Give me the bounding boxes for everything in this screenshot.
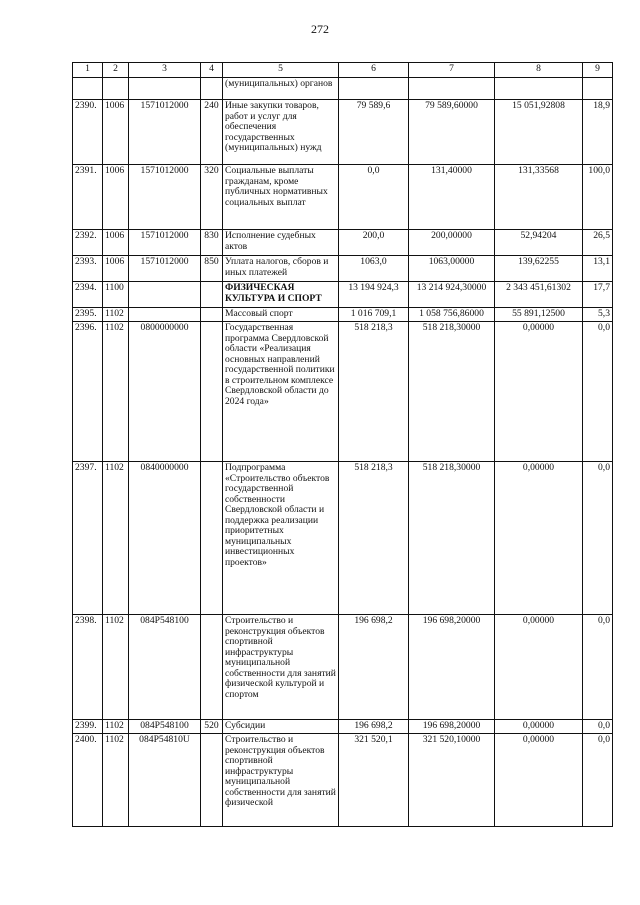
target-code: 084P548100 [129,615,201,720]
amount-approved: 200,00000 [409,230,495,256]
amount-plan: 1 016 709,1 [339,308,409,322]
item-name: Строительство и реконструкция объектов спортивной инфраструктуры муниципальной собственности для занятий физической [223,734,339,827]
target-code [129,308,201,322]
table-row [73,256,613,282]
section-code: 1102 [103,734,129,827]
table-row [73,308,613,322]
amount-executed [495,78,583,100]
section-code: 1102 [103,720,129,734]
expense-type: 850 [201,256,223,282]
table-row [73,615,613,720]
amount-plan: 1063,0 [339,256,409,282]
page-number: 272 [311,22,329,36]
amount-plan: 200,0 [339,230,409,256]
amount-plan: 196 698,2 [339,615,409,720]
amount-executed: 2 343 451,61302 [495,282,583,308]
target-code: 0840000000 [129,462,201,615]
column-header-8: 8 [495,63,583,78]
percent-executed: 17,7 [583,282,613,308]
amount-executed: 15 051,92808 [495,100,583,165]
section-code: 1006 [103,100,129,165]
section-code: 1102 [103,462,129,615]
amount-executed: 139,62255 [495,256,583,282]
percent-executed: 13,1 [583,256,613,282]
expense-type: 520 [201,720,223,734]
percent-executed: 0,0 [583,462,613,615]
row-number: 2393. [73,256,103,282]
expense-type [201,734,223,827]
expense-type [201,615,223,720]
section-code: 1006 [103,165,129,230]
percent-executed: 0,0 [583,720,613,734]
amount-approved: 321 520,10000 [409,734,495,827]
item-name: Подпрограмма «Строительство объектов государственной собственности Свердловской области и поддержка реализации приоритетных муниципальных инвестиционных проектов» [223,462,339,615]
amount-plan [339,78,409,100]
item-name: Уплата налогов, сборов и иных платежей [223,256,339,282]
column-header-6: 6 [339,63,409,78]
budget-table [72,62,613,827]
amount-executed: 0,00000 [495,720,583,734]
amount-approved: 196 698,20000 [409,615,495,720]
amount-approved: 79 589,60000 [409,100,495,165]
amount-executed: 0,00000 [495,322,583,462]
amount-approved: 1 058 756,86000 [409,308,495,322]
target-code: 1571012000 [129,230,201,256]
table-row [73,322,613,462]
amount-executed: 52,94204 [495,230,583,256]
percent-executed: 0,0 [583,734,613,827]
table-row [73,734,613,827]
expense-type [201,282,223,308]
row-number: 2390. [73,100,103,165]
amount-approved: 13 214 924,30000 [409,282,495,308]
item-name: Строительство и реконструкция объектов спортивной инфраструктуры муниципальной собственности для занятий физической культурой и спортом [223,615,339,720]
row-number: 2397. [73,462,103,615]
column-header-4: 4 [201,63,223,78]
column-header-2: 2 [103,63,129,78]
column-header-9: 9 [583,63,613,78]
amount-approved: 1063,00000 [409,256,495,282]
row-number: 2394. [73,282,103,308]
item-name: Исполнение судебных актов [223,230,339,256]
table-row [73,230,613,256]
percent-executed: 0,0 [583,615,613,720]
table-body [73,78,613,827]
table-row [73,165,613,230]
target-code [129,282,201,308]
column-header-7: 7 [409,63,495,78]
percent-executed: 0,0 [583,322,613,462]
table-row [73,720,613,734]
percent-executed: 26,5 [583,230,613,256]
target-code: 1571012000 [129,165,201,230]
amount-executed: 0,00000 [495,462,583,615]
expense-type [201,78,223,100]
amount-plan: 13 194 924,3 [339,282,409,308]
expense-type [201,462,223,615]
item-name: Социальные выплаты гражданам, кроме публичных нормативных социальных выплат [223,165,339,230]
amount-approved [409,78,495,100]
amount-executed: 0,00000 [495,734,583,827]
table-row [73,462,613,615]
target-code: 0800000000 [129,322,201,462]
amount-executed: 131,33568 [495,165,583,230]
target-code [129,78,201,100]
percent-executed: 100,0 [583,165,613,230]
row-number: 2396. [73,322,103,462]
row-number: 2391. [73,165,103,230]
section-code: 1102 [103,322,129,462]
table-row [73,282,613,308]
amount-plan: 321 520,1 [339,734,409,827]
expense-type: 320 [201,165,223,230]
percent-executed: 18,9 [583,100,613,165]
table-row [73,78,613,100]
section-code: 1006 [103,230,129,256]
column-header-1: 1 [73,63,103,78]
section-code: 1102 [103,615,129,720]
row-number: 2395. [73,308,103,322]
section-code: 1100 [103,282,129,308]
row-number: 2400. [73,734,103,827]
amount-plan: 79 589,6 [339,100,409,165]
target-code: 1571012000 [129,256,201,282]
expense-type: 240 [201,100,223,165]
row-number [73,78,103,100]
item-name: ФИЗИЧЕСКАЯ КУЛЬТУРА И СПОРТ [223,282,339,308]
section-code: 1102 [103,308,129,322]
item-name: Массовый спорт [223,308,339,322]
column-header-3: 3 [129,63,201,78]
row-number: 2392. [73,230,103,256]
percent-executed [583,78,613,100]
section-code: 1006 [103,256,129,282]
column-header-5: 5 [223,63,339,78]
expense-type: 830 [201,230,223,256]
amount-plan: 0,0 [339,165,409,230]
table-row [73,100,613,165]
expense-type [201,322,223,462]
amount-approved: 196 698,20000 [409,720,495,734]
amount-executed: 55 891,12500 [495,308,583,322]
amount-approved: 518 218,30000 [409,322,495,462]
row-number: 2399. [73,720,103,734]
table-header-row [73,63,613,78]
amount-plan: 518 218,3 [339,462,409,615]
row-number: 2398. [73,615,103,720]
amount-plan: 518 218,3 [339,322,409,462]
amount-executed: 0,00000 [495,615,583,720]
amount-plan: 196 698,2 [339,720,409,734]
item-name: Субсидии [223,720,339,734]
target-code: 084P54810U [129,734,201,827]
target-code: 084P548100 [129,720,201,734]
item-name: (муниципальных) органов [223,78,339,100]
section-code [103,78,129,100]
item-name: Иные закупки товаров, работ и услуг для обеспечения государственных (муниципальных) нужд [223,100,339,165]
amount-approved: 131,40000 [409,165,495,230]
amount-approved: 518 218,30000 [409,462,495,615]
item-name: Государственная программа Свердловской области «Реализация основных направлений государственной политики в строительном комплексе Свердловской области до 2024 года» [223,322,339,462]
target-code: 1571012000 [129,100,201,165]
expense-type [201,308,223,322]
percent-executed: 5,3 [583,308,613,322]
